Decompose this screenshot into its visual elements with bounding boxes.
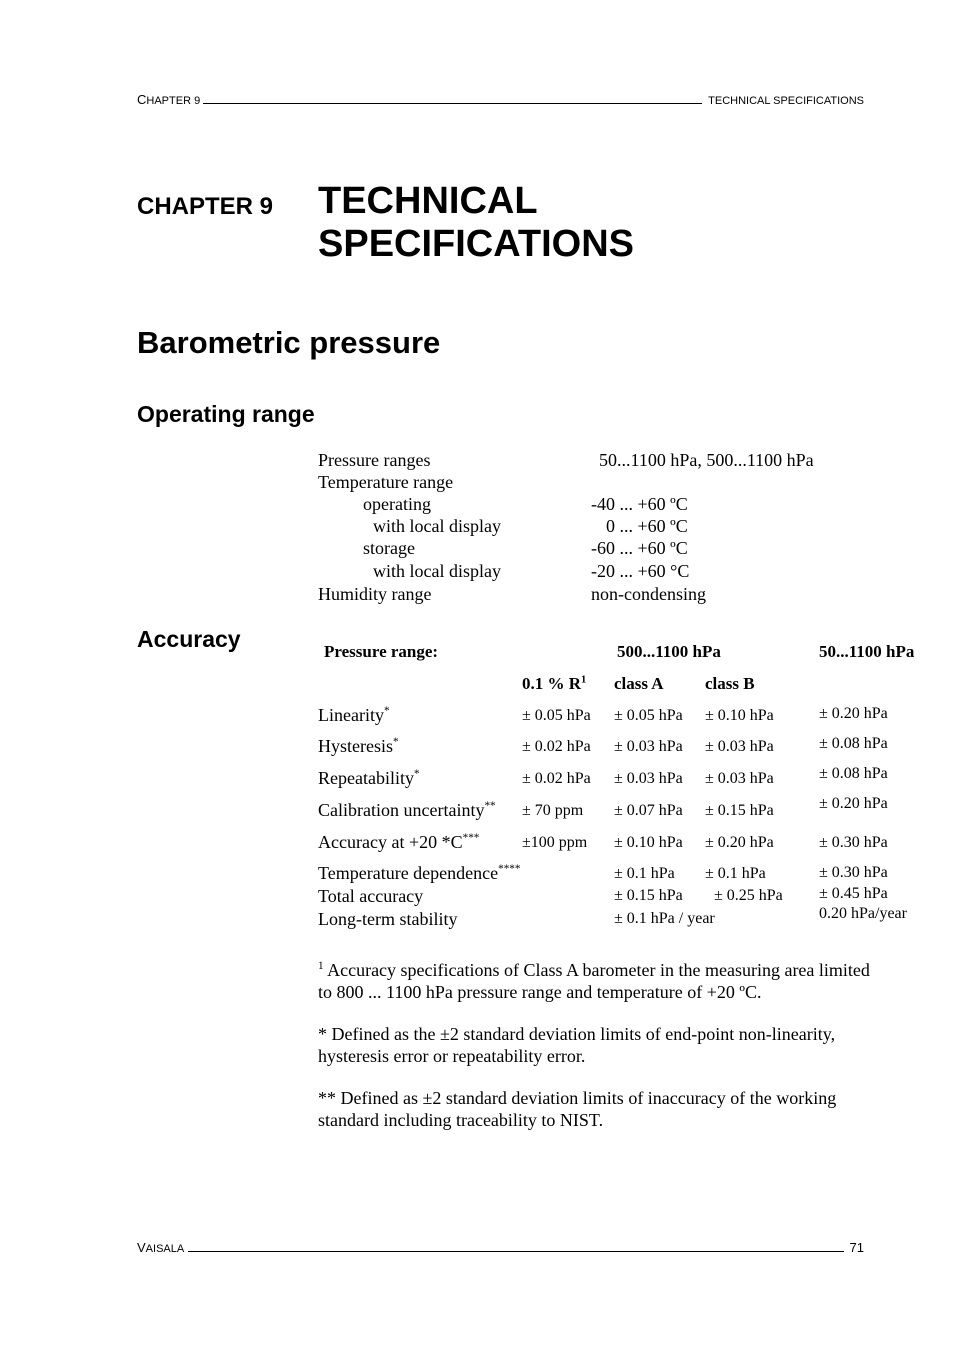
op-row-label: operating [363, 494, 431, 514]
col-header-class-a: class A [614, 674, 664, 693]
table-cell: ± 0.08 hPa [819, 735, 888, 752]
op-row-label: Humidity range [318, 584, 432, 604]
table-cell: ± 0.05 hPa [522, 707, 591, 724]
op-row-label: with local display [373, 561, 501, 581]
row-label-sup: **** [498, 863, 521, 875]
section-title: Barometric pressure [137, 325, 441, 360]
row-label-sup: *** [462, 832, 480, 844]
op-row-label: storage [363, 538, 415, 558]
table-row-label [318, 832, 479, 853]
table-cell: ± 0.02 hPa [522, 738, 591, 755]
footnote-1-marker: 1 [318, 960, 324, 972]
table-cell: ± 0.30 hPa [819, 864, 888, 881]
table-cell: ± 0.03 hPa [614, 770, 683, 787]
table-cell: ± 70 ppm [522, 802, 584, 819]
row-label-text: Hysteresis [318, 736, 393, 756]
op-row-value: 0 ... +60 ºC [606, 516, 688, 536]
op-row-label: with local display [373, 516, 501, 536]
col-header-r [522, 674, 586, 694]
table-cell: ± 0.10 hPa [705, 707, 774, 724]
table-row-label [318, 863, 520, 884]
running-footer [137, 1240, 864, 1255]
row-label-text: Repeatability [318, 768, 414, 788]
footer-company: VAISALA [137, 1240, 185, 1255]
page-number: 71 [849, 1240, 864, 1255]
table-row-label [318, 736, 399, 757]
op-row-value: -60 ... +60 ºC [591, 538, 688, 558]
table-cell: ± 0.20 hPa [705, 834, 774, 851]
header-section: TECHNICAL SPECIFICATIONS [708, 95, 864, 107]
row-label-sup: * [413, 768, 420, 780]
footer-rule [188, 1251, 843, 1252]
op-row-value: -40 ... +60 ºC [591, 494, 688, 514]
header-rule [203, 103, 702, 104]
table-cell: ± 0.20 hPa [819, 795, 888, 812]
op-row-label: Pressure ranges [318, 450, 431, 470]
chapter-title [318, 180, 878, 266]
table-cell: ± 0.03 hPa [705, 770, 774, 787]
range-500-header: 500...1100 hPa [617, 642, 721, 661]
op-row-value: non-condensing [591, 584, 706, 604]
table-cell: ± 0.30 hPa [819, 834, 888, 851]
row-label-text: Linearity [318, 705, 384, 725]
op-row-value: -20 ... +60 °C [591, 561, 690, 581]
table-cell: 0.20 hPa/year [819, 905, 907, 922]
table-cell: ± 0.03 hPa [614, 738, 683, 755]
chapter-number: CHAPTER 9 [137, 193, 274, 220]
table-row-label [318, 800, 496, 821]
op-row-value: 50...1100 hPa, 500...1100 hPa [599, 450, 814, 470]
row-label-text: Accuracy at +20 *C [318, 832, 463, 852]
table-cell: ± 0.15 hPa [705, 802, 774, 819]
table-cell: ± 0.03 hPa [705, 738, 774, 755]
table-cell: ± 0.05 hPa [614, 707, 683, 724]
accuracy-heading: Accuracy [137, 626, 241, 652]
row-label-text: Temperature dependence [318, 863, 499, 883]
row-label-sup: * [383, 705, 390, 717]
table-row-label [318, 768, 420, 789]
col-header-class-b: class B [705, 674, 755, 693]
pressure-range-label: Pressure range: [324, 642, 439, 661]
row-label-sup: * [393, 736, 399, 748]
table-cell: ±100 ppm [522, 834, 588, 851]
table-row-label: Total accuracy [318, 886, 424, 906]
op-row-label: Temperature range [318, 472, 454, 492]
table-cell: ± 0.45 hPa [819, 885, 888, 902]
table-cell: ± 0.1 hPa / year [614, 910, 715, 927]
table-cell: ± 0.1 hPa [705, 865, 766, 882]
table-cell: ± 0.10 hPa [614, 834, 683, 851]
operating-range-heading: Operating range [137, 401, 315, 427]
table-cell: ± 0.08 hPa [819, 765, 888, 782]
row-label-sup: ** [484, 800, 496, 812]
footnote-1-text: Accuracy specifications of Class A barometer in the measuring area limited to 800 ... 1100 hPa pressure range and temperature of +20 ºC. [318, 960, 870, 1002]
range-50-header: 50...1100 hPa [819, 642, 915, 661]
table-cell: ± 0.07 hPa [614, 802, 683, 819]
header-chapter: CHAPTER 9 [137, 92, 201, 107]
table-row-label [318, 705, 390, 726]
row-label-text: Calibration uncertainty [318, 800, 485, 820]
table-cell: ± 0.02 hPa [522, 770, 591, 787]
col-header-r-sup: 1 [581, 674, 587, 686]
footnote-2: * Defined as the ±2 standard deviation limits of end-point non-linearity, hysteresis error or repeatability error. [318, 1024, 836, 1066]
footnote-1 [318, 959, 878, 1003]
col-header-r-text: 0.1 % R [522, 674, 582, 693]
table-row-label: Long-term stability [318, 909, 458, 929]
table-cell: ± 0.1 hPa [614, 865, 675, 882]
running-header [137, 92, 864, 107]
chapter-title-line2: SPECIFICATIONS [318, 223, 634, 265]
table-cell: ± 0.25 hPa [714, 887, 783, 904]
chapter-title-line1: TECHNICAL [318, 180, 538, 222]
table-cell: ± 0.15 hPa [614, 887, 683, 904]
footnote-3: ** Defined as ±2 standard deviation limits of inaccuracy of the working standard including traceability to NIST. [318, 1088, 837, 1130]
table-cell: ± 0.20 hPa [819, 705, 888, 722]
